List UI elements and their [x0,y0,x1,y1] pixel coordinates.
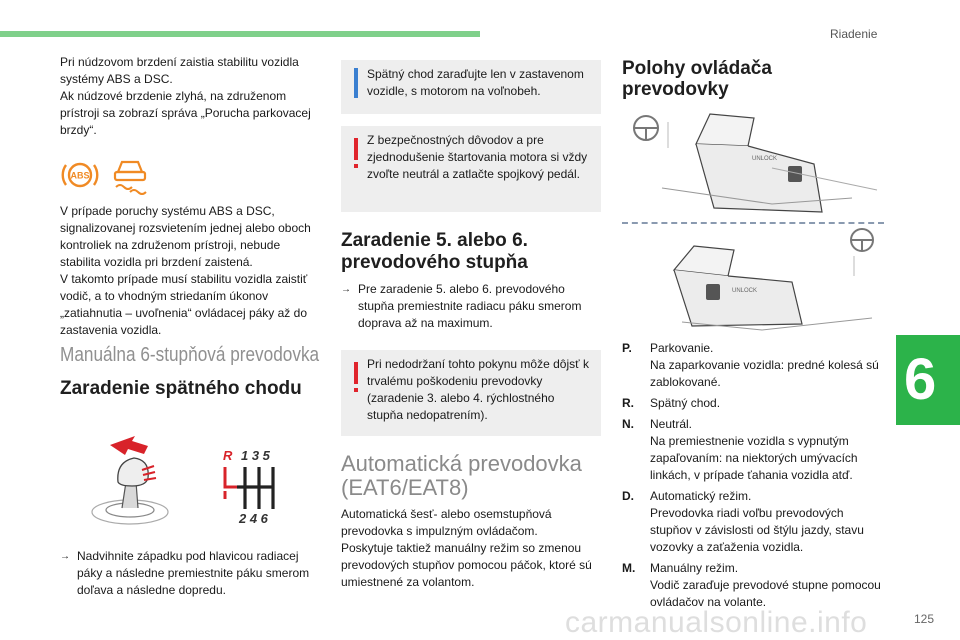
position-key: D. [622,489,634,503]
gear-pattern-bottom-labels: 2 4 6 [239,511,268,526]
steering-wheel-icon [634,116,658,140]
intro-paragraph-2: Ak núdzové brzdenie zlyhá, na združenom prístroji sa zobrazí správa „Porucha parkovacej brzdy“. [60,89,311,137]
automatic-gearbox-heading [341,452,582,500]
abs-warning-icon [63,164,98,186]
position-description: Vodič zaraďuje prevodové stupne pomocou ovládačov na volante. [650,578,881,609]
position-key: M. [622,561,636,575]
lift-arrow-icon [110,436,148,455]
reverse-instruction-text: Nadvihnite západku pod hlavicou radiacej páky a následne premiestnite páku smerom doľava a následne dopredu. [77,549,310,597]
fault-paragraph-1: V prípade poruchy systému ABS a DSC, signalizovanej rozsvietením jednej alebo oboch kontroliek na združenom prístroji, nebude stabilita vozidla pri brzdení zaistená. [60,204,311,269]
exclamation-icon [354,362,358,384]
info-note-reverse [341,60,601,114]
gear-selector-illustration-2 [622,226,884,332]
info-note-reverse-text: Spätný chod zaraďujte len v zastavenom vozidle, s motorom na voľnobeh. [367,67,584,98]
watermark: carmanualsonline.info [565,606,868,639]
gear-shift-pattern [213,447,293,527]
info-icon [354,68,358,98]
gear-lever-illustration [80,430,180,530]
fault-paragraph-2: V takomto prípade musí stabilitu vozidla zaistiť vodič, a to vhodným striedaním úkonov „zatiahnutia – uvoľnenia“ ovládacej páky až do zastavenia vozidla. [60,272,308,337]
position-p [622,340,884,391]
gear-pattern-top-labels: 1 3 5 [241,448,270,463]
abs-icon-label: ABS [70,170,90,181]
automatic-paragraph-2: Poskytuje taktiež manuálny režim so zmenou prevodových stupňov pomocou páčok, ktoré sú umiestnené za volantom. [341,541,592,589]
reverse-heading: Zaradenie spätného chodu [60,378,302,399]
automatic-heading-line1: Automatická prevodovka [341,451,582,476]
position-n [622,416,884,484]
position-title: Automatický režim. [650,489,752,503]
position-m [622,560,884,611]
steering-wheel-icon [851,229,873,251]
stability-warning-icon [115,162,146,194]
position-title: Neutrál. [650,417,693,431]
warning-note-safety [341,126,601,212]
selector-positions-heading [622,58,772,100]
gear56-heading [341,230,528,274]
position-r [622,395,884,412]
automatic-paragraph-1: Automatická šesť- alebo osemstupňová prevodovka s impulzným ovládačom. [341,507,552,538]
fault-block [60,203,322,339]
selector-knob-icon [706,284,720,300]
selector-positions-list [622,340,884,615]
section-title: Riadenie [830,27,878,41]
position-title: Manuálny režim. [650,561,739,575]
selector-heading-line1: Polohy ovládača [622,58,772,79]
illustration-divider [622,222,884,224]
gear-selector-illustration-1 [622,108,884,218]
selector-heading-line2: prevodovky [622,79,729,100]
page-number: 125 [914,612,935,626]
position-d [622,488,884,556]
automatic-heading-line2: (EAT6/EAT8) [341,475,469,500]
gear56-heading-line1: Zaradenie 5. alebo 6. [341,230,528,251]
top-progress-bar [0,31,480,37]
automatic-description [341,506,603,591]
position-key: R. [622,396,634,410]
gear-pattern-reverse-label: R [223,448,233,463]
exclamation-icon [354,138,358,160]
warning-note-damage [341,350,601,436]
intro-paragraph-1: Pri núdzovom brzdení zaistia stabilitu vozidla systémy ABS a DSC. [60,55,299,86]
position-key: P. [622,341,632,355]
warning-note-safety-text: Z bezpečnostných dôvodov a pre zjednodušenie štartovania motora si vždy zvoľte neutrál a zatlačte spojkový pedál. [367,133,588,181]
warning-note-damage-text: Pri nedodržaní tohto pokynu môže dôjsť k trvalému poškodeniu prevodovky (zaradenie 3. alebo 4. rýchlostného stupňa nedopatrením). [367,357,589,422]
bullet-arrow-icon: → [341,284,351,295]
selector-label-1: UNLOCK [752,156,778,162]
position-title: Parkovanie. [650,341,714,355]
position-title: Spätný chod. [650,396,721,410]
bullet-arrow-icon: → [60,551,70,562]
gear56-heading-line2: prevodového stupňa [341,252,528,273]
chapter-tab: 6 [896,335,960,425]
position-description: Na zaparkovanie vozidla: predné kolesá sú zablokované. [650,358,879,389]
position-description: Na premiestnenie vozidla s vypnutým zapaľovaním: na niektorých umývacích linkách, v prípade ťahania vozidla atď. [650,434,858,482]
selector-label-2: UNLOCK [732,288,758,294]
gear56-instruction-text: Pre zaradenie 5. alebo 6. prevodového stupňa premiestnite radiacu páku smerom doprava až na maximum. [358,282,582,330]
position-description: Prevodovka riadi voľbu prevodových stupňov v závislosti od štýlu jazdy, stavu vozovky a zaťaženia vozidla. [650,506,864,554]
intro-block [60,54,322,139]
warning-lamps [60,154,150,196]
manual-gearbox-heading: Manuálna 6-stupňová prevodovka [60,344,320,366]
position-key: N. [622,417,634,431]
